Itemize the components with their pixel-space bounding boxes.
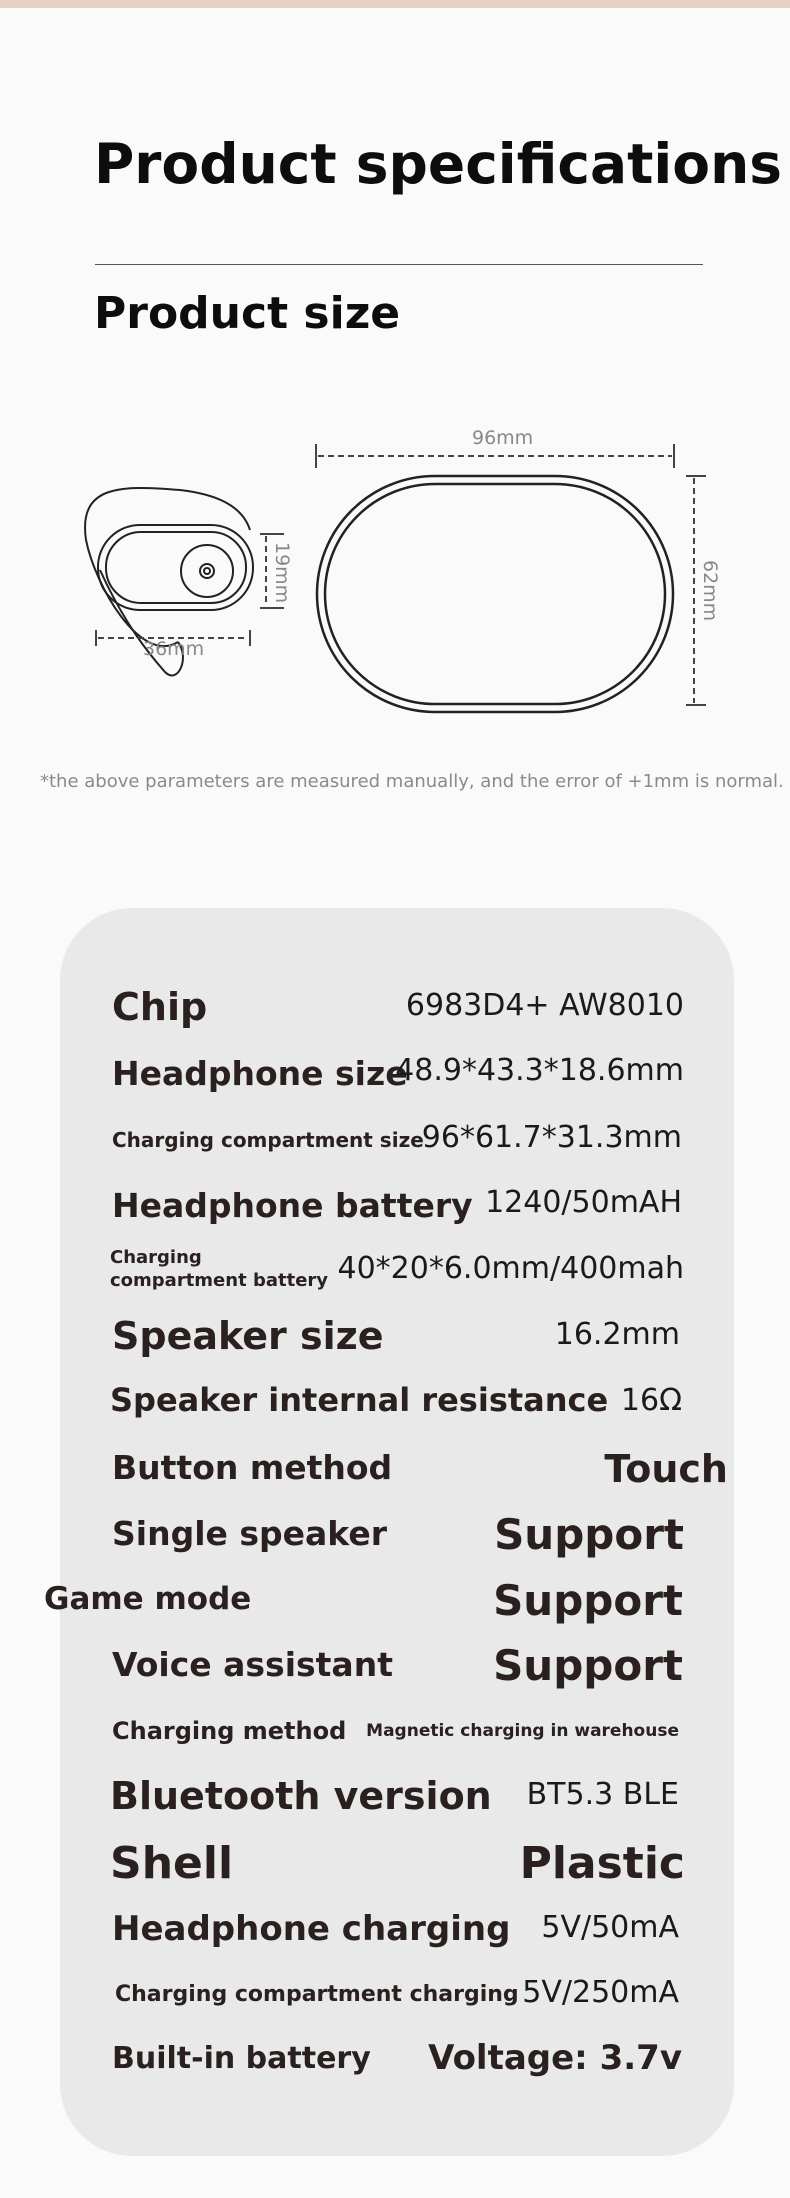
spec-label-button-method: Button method	[112, 1448, 393, 1487]
spec-label-speaker-size: Speaker size	[112, 1314, 384, 1358]
case-width-label: 96mm	[472, 427, 534, 449]
spec-value-single-speaker: Support	[494, 1510, 684, 1559]
spec-value-speaker-size: 16.2mm	[554, 1317, 680, 1352]
spec-label-voice-assistant: Voice assistant	[112, 1645, 393, 1684]
spec-value-charging-compartment-charging: 5V/250mA	[522, 1975, 679, 2010]
divider	[95, 264, 703, 265]
spec-label-speaker-internal-resistance: Speaker internal resistance	[110, 1381, 609, 1419]
spec-value-headphone-charging: 5V/50mA	[541, 1910, 679, 1945]
spec-value-voice-assistant: Support	[493, 1641, 683, 1690]
spec-label-chip: Chip	[112, 985, 208, 1029]
spec-label-charging-compartment-charging: Charging compartment charging	[115, 1982, 519, 2007]
spec-label-charging-compartment-size: Charging compartment size	[112, 1128, 424, 1152]
page-title: Product specifications	[94, 132, 782, 196]
spec-value-game-mode: Support	[493, 1576, 683, 1625]
spec-label-charging-compartment-battery-line1: Charging	[110, 1247, 202, 1268]
spec-label-headphone-charging: Headphone charging	[112, 1909, 511, 1949]
case-height-label: 62mm	[699, 560, 721, 622]
spec-value-headphone-battery: 1240/50mAH	[485, 1185, 682, 1220]
spec-value-speaker-internal-resistance: 16Ω	[620, 1383, 682, 1418]
spec-label-headphone-size: Headphone size	[112, 1054, 408, 1093]
earbud-height-label: 19mm	[271, 542, 293, 604]
spec-value-built-in-battery: Voltage: 3.7v	[428, 2038, 682, 2078]
top-accent-bar	[0, 0, 790, 8]
measurement-note: *the above parameters are measured manually, and the error of +1mm is normal.	[40, 771, 784, 792]
spec-label-charging-compartment-battery-line2: compartment battery	[110, 1270, 329, 1291]
product-size-diagram	[0, 410, 790, 730]
spec-label-charging-method: Charging method	[112, 1717, 347, 1745]
spec-label-built-in-battery: Built-in battery	[112, 2041, 371, 2076]
earbud-width-label: 36mm	[143, 638, 205, 660]
section-title: Product size	[94, 288, 401, 339]
spec-label-shell: Shell	[110, 1838, 234, 1889]
spec-label-game-mode: Game mode	[44, 1581, 252, 1617]
spec-value-charging-compartment-battery: 40*20*6.0mm/400mah	[337, 1251, 684, 1286]
spec-label-single-speaker: Single speaker	[112, 1514, 388, 1553]
spec-value-shell: Plastic	[519, 1838, 685, 1889]
spec-label-headphone-battery: Headphone battery	[112, 1186, 473, 1225]
spec-value-chip: 6983D4+ AW8010	[405, 988, 684, 1023]
spec-label-bluetooth-version: Bluetooth version	[110, 1774, 492, 1818]
spec-value-headphone-size: 48.9*43.3*18.6mm	[395, 1053, 684, 1088]
spec-value-bluetooth-version: BT5.3 BLE	[526, 1777, 679, 1812]
spec-value-button-method: Touch	[604, 1447, 728, 1491]
charging-case-illustration	[317, 476, 673, 712]
spec-value-charging-compartment-size: 96*61.7*31.3mm	[421, 1120, 682, 1155]
spec-value-charging-method: Magnetic charging in warehouse	[366, 1721, 679, 1741]
